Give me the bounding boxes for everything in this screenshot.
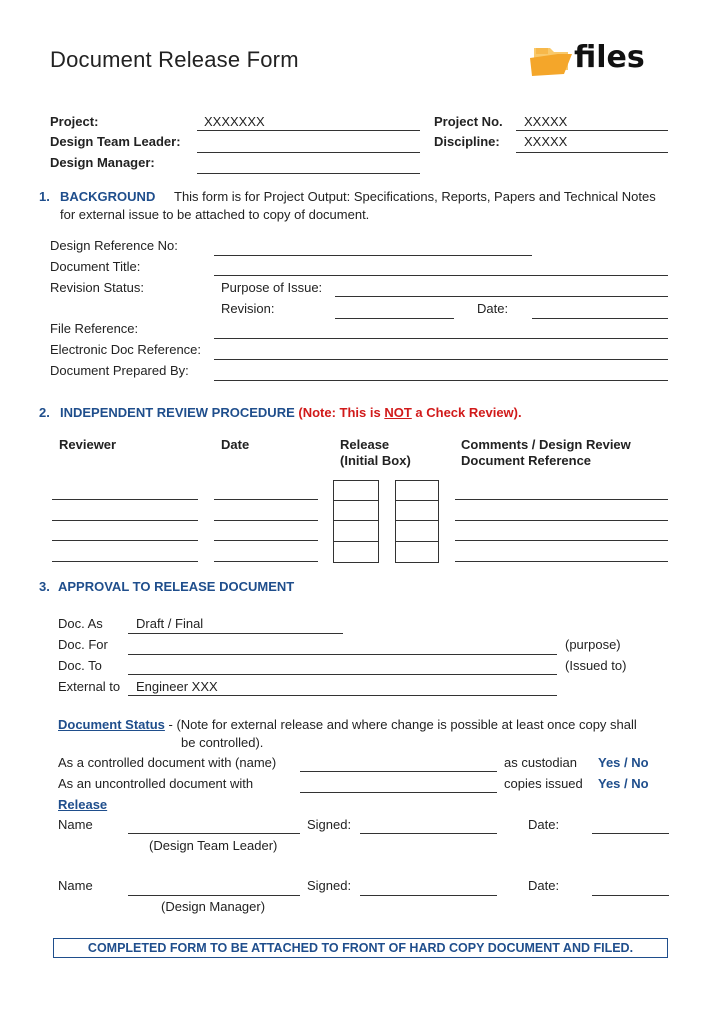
prepared-by-field-line[interactable] xyxy=(214,380,668,381)
reviewer-line-4[interactable] xyxy=(52,561,198,562)
background-text-2: for external issue to be attached to copy of document. xyxy=(60,207,370,222)
edoc-ref-label: Electronic Doc Reference: xyxy=(50,342,202,357)
col-reviewer: Reviewer xyxy=(59,437,117,452)
section-2-heading-row xyxy=(60,405,522,420)
manager-field-line[interactable] xyxy=(197,173,420,174)
discipline-value: XXXXX xyxy=(524,134,568,149)
initial-box-b4[interactable] xyxy=(395,541,439,563)
doc-for-field-line[interactable] xyxy=(128,654,557,655)
signed-label-2: Signed: xyxy=(307,878,352,893)
col-comments-2: Document Reference xyxy=(461,453,592,468)
project-no-value: XXXXX xyxy=(524,114,568,129)
uncontrolled-field-line[interactable] xyxy=(300,792,497,793)
doc-as-label: Doc. As xyxy=(58,616,103,631)
doc-as-value: Draft / Final xyxy=(136,616,204,631)
doc-title-label: Document Title: xyxy=(50,259,141,274)
date-line-3[interactable] xyxy=(214,540,318,541)
external-value: Engineer XXX xyxy=(136,679,218,694)
review-note-not: NOT xyxy=(384,405,412,420)
background-text-1: This form is for Project Output: Specifications, Reports, Papers and Technical Notes xyxy=(174,189,656,204)
controlled-label: As a controlled document with (name) xyxy=(58,755,277,770)
name-field-line-1[interactable] xyxy=(128,833,300,834)
signed-label-1: Signed: xyxy=(307,817,352,832)
status-note-2: be controlled). xyxy=(181,735,264,750)
discipline-field-line[interactable] xyxy=(516,152,668,153)
status-row xyxy=(58,717,637,732)
prepared-by-label: Document Prepared By: xyxy=(50,363,189,378)
name-label-2: Name xyxy=(58,878,93,893)
col-date: Date xyxy=(221,437,250,452)
review-note-suffix: a Check Review). xyxy=(411,405,522,420)
status-heading: Document Status xyxy=(58,717,165,732)
doc-title-field-line[interactable] xyxy=(214,275,668,276)
revision-status-label: Revision Status: xyxy=(50,280,144,295)
date-label-2: Date: xyxy=(528,878,560,893)
section-2-number: 2. xyxy=(39,405,50,420)
col-release-1: Release xyxy=(340,437,390,452)
custodian-label: as custodian xyxy=(504,755,577,770)
uncontrolled-label: As an uncontrolled document with xyxy=(58,776,254,791)
discipline-label: Discipline: xyxy=(434,134,500,149)
section-2-heading: INDEPENDENT REVIEW PROCEDURE xyxy=(60,405,295,420)
comments-line-3[interactable] xyxy=(455,540,668,541)
initial-box-b1[interactable] xyxy=(395,480,439,501)
section-1-number: 1. xyxy=(39,189,50,204)
revision-field-line[interactable] xyxy=(335,318,454,319)
doc-to-field-line[interactable] xyxy=(128,674,557,675)
controlled-name-field-line[interactable] xyxy=(300,771,497,772)
manager-caption: (Design Manager) xyxy=(161,899,266,914)
initial-box-a3[interactable] xyxy=(333,520,379,542)
project-label: Project: xyxy=(50,114,99,129)
reviewer-line-3[interactable] xyxy=(52,540,198,541)
purpose-hint: (purpose) xyxy=(565,637,621,652)
design-ref-field-line[interactable] xyxy=(214,255,532,256)
file-ref-label: File Reference: xyxy=(50,321,139,336)
section-3-heading: APPROVAL TO RELEASE DOCUMENT xyxy=(58,579,295,594)
date-label-1: Date: xyxy=(528,817,560,832)
date-field-line-1[interactable] xyxy=(592,833,669,834)
date-line-4[interactable] xyxy=(214,561,318,562)
comments-line-4[interactable] xyxy=(455,561,668,562)
date-line-1[interactable] xyxy=(214,499,318,500)
signed-field-line-2[interactable] xyxy=(360,895,497,896)
purpose-field-line[interactable] xyxy=(335,296,668,297)
external-field-line[interactable] xyxy=(128,695,557,696)
doc-for-label: Doc. For xyxy=(58,637,108,652)
initial-box-a2[interactable] xyxy=(333,500,379,521)
logo-text: files xyxy=(574,40,645,75)
reviewer-line-1[interactable] xyxy=(52,499,198,500)
project-value: XXXXXXX xyxy=(204,114,265,129)
reviewer-line-2[interactable] xyxy=(52,520,198,521)
project-field-line[interactable] xyxy=(197,130,420,131)
files-logo xyxy=(528,40,668,80)
file-ref-field-line[interactable] xyxy=(214,338,668,339)
project-no-label: Project No. xyxy=(434,114,503,129)
issued-hint: (Issued to) xyxy=(565,658,627,673)
initial-box-a1[interactable] xyxy=(333,480,379,501)
doc-to-label: Doc. To xyxy=(58,658,102,673)
page-title: Document Release Form xyxy=(50,47,299,72)
controlled-yes-no[interactable]: Yes / No xyxy=(598,755,649,770)
signed-field-line-1[interactable] xyxy=(360,833,497,834)
edoc-ref-field-line[interactable] xyxy=(214,359,668,360)
comments-line-2[interactable] xyxy=(455,520,668,521)
revision-date-label: Date: xyxy=(477,301,509,316)
team-leader-field-line[interactable] xyxy=(197,152,420,153)
design-ref-label: Design Reference No: xyxy=(50,238,178,253)
initial-box-b2[interactable] xyxy=(395,500,439,521)
manager-label: Design Manager: xyxy=(50,155,155,170)
revision-label: Revision: xyxy=(221,301,275,316)
date-line-2[interactable] xyxy=(214,520,318,521)
team-leader-caption: (Design Team Leader) xyxy=(149,838,278,853)
revision-date-field-line[interactable] xyxy=(532,318,668,319)
uncontrolled-yes-no[interactable]: Yes / No xyxy=(598,776,649,791)
purpose-label: Purpose of Issue: xyxy=(221,280,323,295)
release-heading: Release xyxy=(58,797,108,812)
name-field-line-2[interactable] xyxy=(128,895,300,896)
doc-as-field-line[interactable] xyxy=(128,633,343,634)
comments-line-1[interactable] xyxy=(455,499,668,500)
folder-icon xyxy=(528,40,574,80)
project-no-field-line[interactable] xyxy=(516,130,668,131)
team-leader-label: Design Team Leader: xyxy=(50,134,181,149)
col-comments-1: Comments / Design Review xyxy=(461,437,631,452)
section-3-number: 3. xyxy=(39,579,50,594)
initial-box-b3[interactable] xyxy=(395,520,439,542)
date-field-line-2[interactable] xyxy=(592,895,669,896)
name-label-1: Name xyxy=(58,817,93,832)
review-note-prefix: (Note: This is xyxy=(298,405,385,420)
footer-banner: COMPLETED FORM TO BE ATTACHED TO FRONT OF HARD COPY DOCUMENT AND FILED. xyxy=(53,938,668,958)
col-release-2: (Initial Box) xyxy=(340,453,411,468)
initial-box-a4[interactable] xyxy=(333,541,379,563)
section-1-heading: BACKGROUND xyxy=(60,189,156,204)
copies-label: copies issued xyxy=(504,776,583,791)
external-label: External to xyxy=(58,679,121,694)
status-note-1: - (Note for external release and where change is possible at least once copy shall xyxy=(164,717,637,732)
